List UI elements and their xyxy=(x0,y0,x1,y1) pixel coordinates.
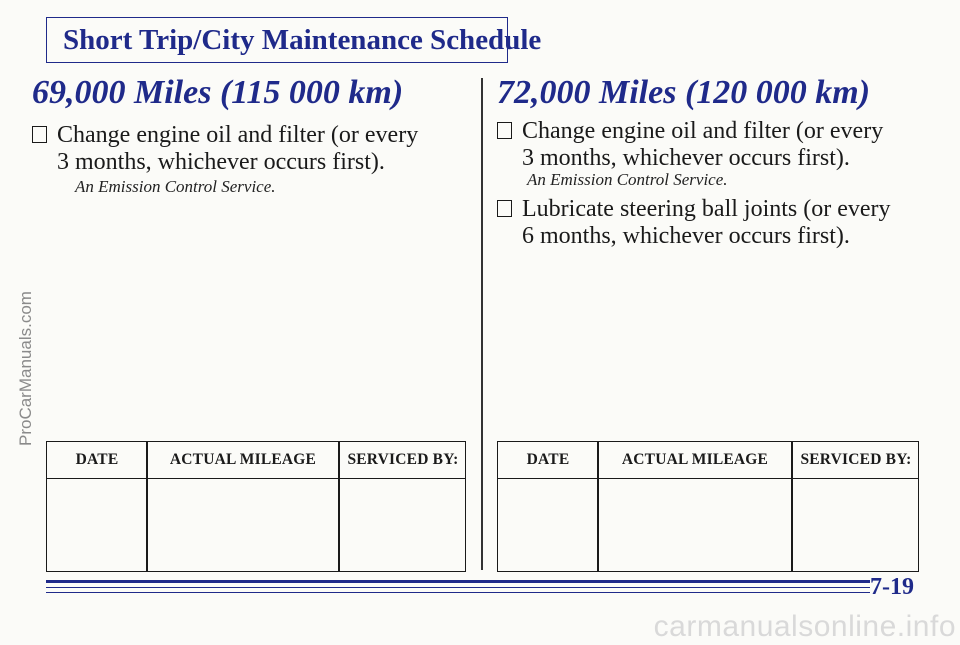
schedule-title: Short Trip/City Maintenance Schedule xyxy=(63,23,542,56)
table-header-serviced-by: SERVICED BY: xyxy=(347,451,459,468)
serviced-by-entry-cell[interactable] xyxy=(793,479,918,571)
footer-watermark: carmanualsonline.info xyxy=(653,610,956,643)
left-mileage-heading: 69,000 Miles (115 000 km) xyxy=(32,74,404,111)
right-item-steering-line1: Lubricate steering ball joints (or every xyxy=(522,196,891,222)
table-header-mileage: ACTUAL MILEAGE xyxy=(621,451,769,468)
serviced-by-entry-cell[interactable] xyxy=(340,479,465,571)
left-item-oil-line2: 3 months, whichever occurs first). xyxy=(57,149,385,175)
right-item-oil-note: An Emission Control Service. xyxy=(527,170,728,189)
checkbox-icon[interactable] xyxy=(497,122,512,139)
right-service-log-table xyxy=(497,441,919,572)
left-item-oil-line1: Change engine oil and filter (or every xyxy=(57,122,419,148)
right-item-steering-lube xyxy=(497,196,891,250)
right-item-oil-change xyxy=(497,118,883,172)
right-item-oil-line1: Change engine oil and filter (or every xyxy=(522,118,884,144)
table-header-mileage: ACTUAL MILEAGE xyxy=(169,451,317,468)
left-service-log-table xyxy=(46,441,466,572)
right-item-steering-line2: 6 months, whichever occurs first). xyxy=(522,223,850,249)
schedule-title-box xyxy=(46,17,542,63)
right-mileage-heading: 72,000 Miles (120 000 km) xyxy=(497,74,871,111)
table-header-serviced-by: SERVICED BY: xyxy=(800,451,912,468)
side-watermark: ProCarManuals.com xyxy=(16,291,35,446)
right-item-oil-line2: 3 months, whichever occurs first). xyxy=(522,145,850,171)
table-header-date: DATE xyxy=(526,451,570,468)
footer-rules xyxy=(46,578,870,598)
mileage-entry-cell[interactable] xyxy=(148,479,338,571)
date-entry-cell[interactable] xyxy=(47,479,146,571)
left-item-oil-change xyxy=(32,122,418,176)
page-number: 7-19 xyxy=(870,574,914,600)
date-entry-cell[interactable] xyxy=(498,479,597,571)
checkbox-icon[interactable] xyxy=(497,200,512,217)
checkbox-icon[interactable] xyxy=(32,126,47,143)
table-header-date: DATE xyxy=(75,451,119,468)
left-item-oil-note: An Emission Control Service. xyxy=(75,177,276,196)
mileage-entry-cell[interactable] xyxy=(599,479,791,571)
column-divider xyxy=(481,78,483,570)
